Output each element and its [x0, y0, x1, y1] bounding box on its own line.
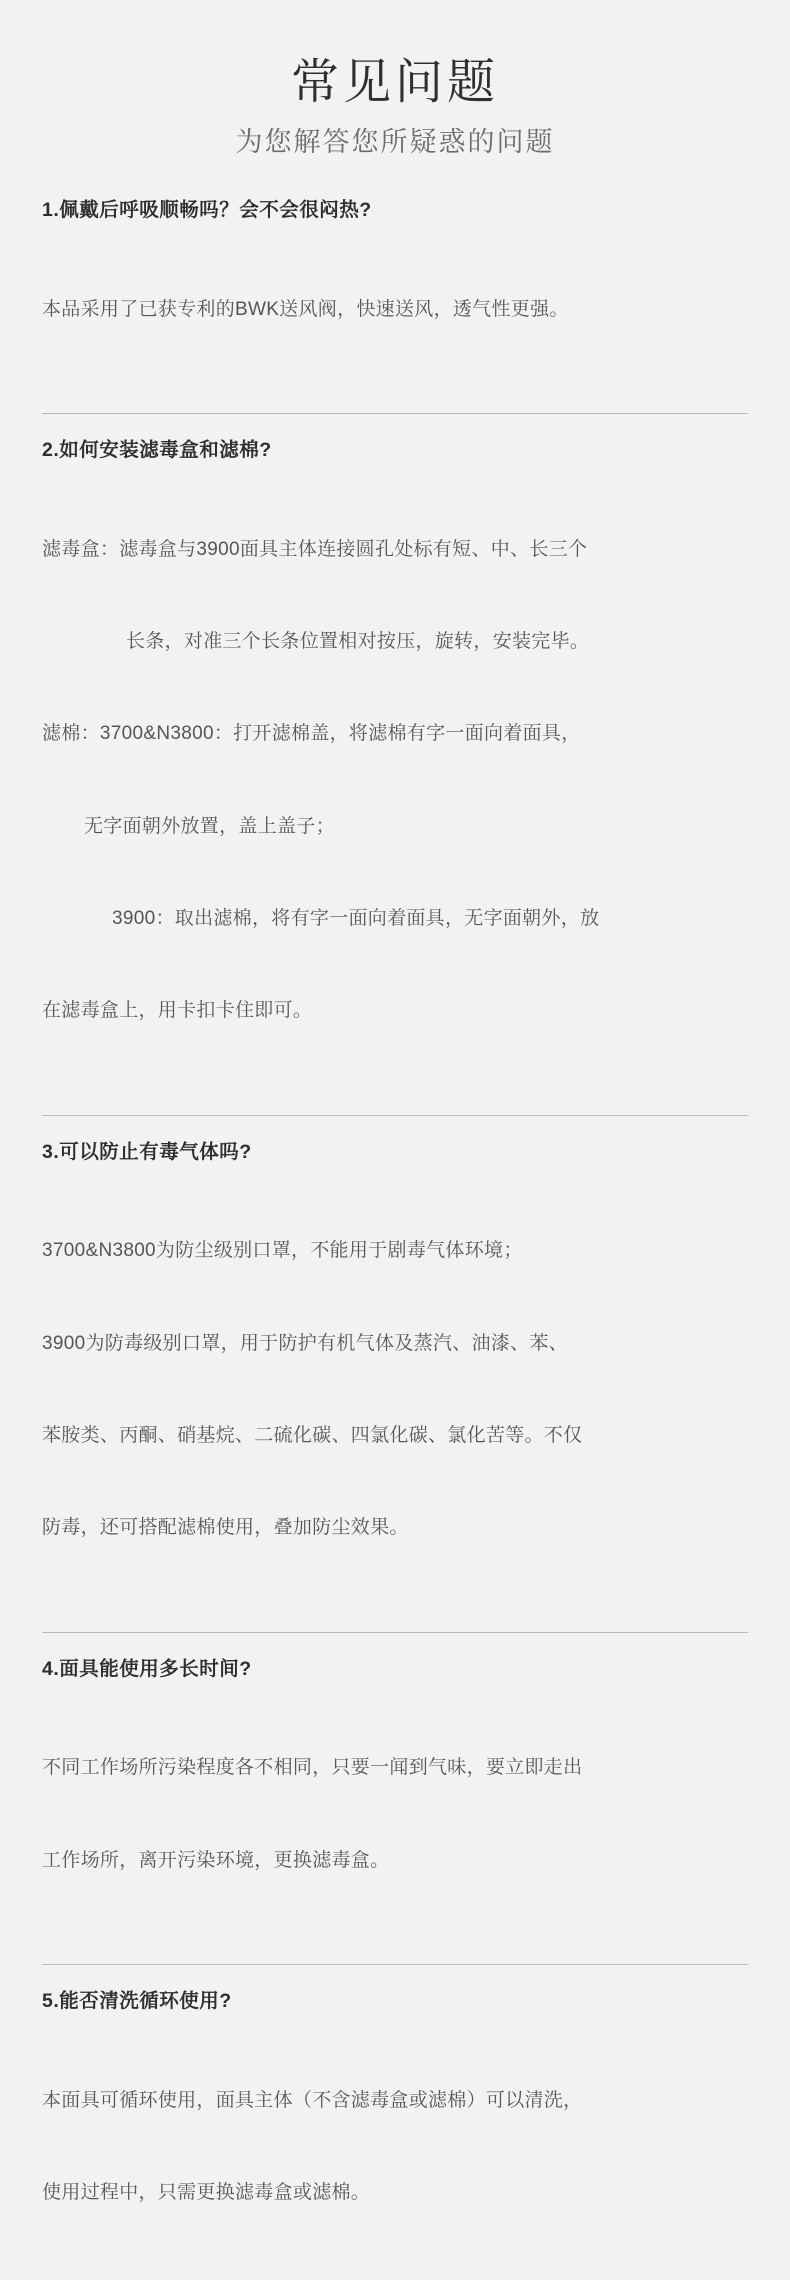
faq-answer	[42, 1692, 748, 1938]
faq-item	[42, 436, 748, 1099]
divider	[42, 1632, 748, 1633]
faq-item	[42, 1655, 748, 1948]
faq-answer-line: 无字面朝外放置，盖上盖子；	[84, 815, 335, 837]
faq-question: 5.能否清洗循环使用?	[42, 1989, 232, 2012]
faq-answer-line: 滤棉：3700&N3800：打开滤棉盖，将滤棉有字一面向着面具，	[42, 723, 581, 745]
faq-answer-line: 本面具可循环使用，面具主体（不含滤毒盒或滤棉）可以清洗，	[42, 2089, 583, 2111]
faq-question: 3.可以防止有毒气体吗?	[42, 1140, 252, 1163]
faq-question: 2.如何安装滤毒盒和滤棉?	[42, 439, 272, 462]
faq-question: 4.面具能使用多长时间?	[42, 1657, 252, 1680]
page-subtitle: 为您解答您所疑惑的问题	[235, 126, 555, 157]
faq-item	[42, 1138, 748, 1616]
page-title: 常见问题	[290, 56, 499, 109]
faq-answer	[42, 473, 748, 1088]
faq-answer-line: 不同工作场所污染程度各不相同，只要一闻到气味，要立即走出	[42, 1757, 583, 1779]
faq-list	[42, 196, 748, 2280]
faq-answer-line: 3900：取出滤棉，将有字一面向着面具，无字面朝外，放	[112, 908, 600, 930]
faq-answer-line: 使用过程中，只需更换滤毒盒或滤棉。	[42, 2182, 371, 2204]
faq-item	[42, 1987, 748, 2280]
faq-answer	[42, 1175, 748, 1606]
divider	[42, 1964, 748, 1965]
faq-answer	[42, 2024, 748, 2270]
faq-question: 1.佩戴后呼吸顺畅吗？会不会很闷热?	[42, 198, 372, 221]
faq-item	[42, 196, 748, 397]
faq-answer-line: 苯胺类、丙酮、硝基烷、二硫化碳、四氯化碳、氯化苦等。不仅	[42, 1425, 583, 1446]
divider	[42, 1115, 748, 1116]
faq-answer-line: 3700&N3800为防尘级别口罩，不能用于剧毒气体环境；	[42, 1240, 523, 1262]
faq-answer-line: 防毒，还可搭配滤棉使用，叠加防尘效果。	[42, 1517, 409, 1539]
faq-answer-line: 在滤毒盒上，用卡扣卡住即可。	[42, 1000, 313, 1022]
faq-answer-line: 滤毒盒：滤毒盒与3900面具主体连接圆孔处标有短、中、长三个	[42, 538, 588, 560]
faq-answer-line: 本品采用了已获专利的BWK送风阀，快速送风，透气性更强。	[42, 298, 569, 320]
page-header	[42, 0, 748, 158]
faq-answer	[42, 233, 748, 387]
faq-answer-line: 长条，对准三个长条位置相对按压，旋转，安装完毕。	[126, 631, 590, 653]
faq-answer-line: 3900为防毒级别口罩，用于防护有机气体及蒸汽、油漆、苯、	[42, 1332, 568, 1354]
faq-answer-line: 工作场所，离开污染环境，更换滤毒盒。	[42, 1849, 390, 1871]
divider	[42, 413, 748, 414]
